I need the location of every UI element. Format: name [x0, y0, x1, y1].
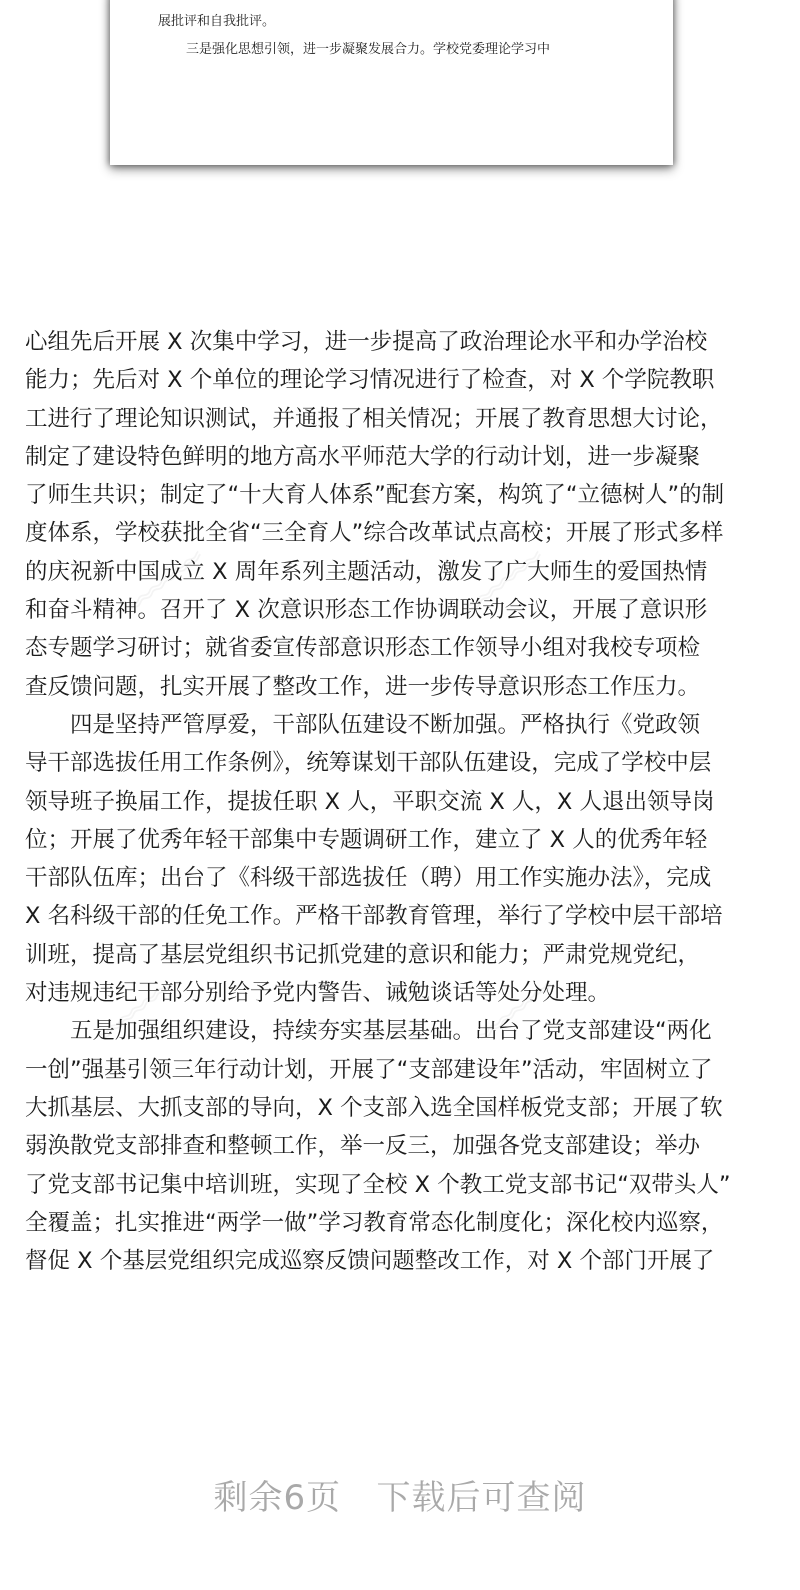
body-line: 的庆祝新中国成立 X 周年系列主题活动，激发了广大师生的爱国热情 [25, 558, 708, 585]
body-line: 心组先后开展 X 次集中学习，进一步提高了政治理论水平和办学治校 [25, 329, 708, 355]
body-line: 四是坚持严管厚爱，干部队伍建设不断加强。严格执行《党政领 [25, 711, 701, 738]
body-line: 查反馈问题，扎实开展了整改工作，进一步传导意识形态工作压力。 [25, 673, 701, 700]
preview-line: 三是强化思想引领，进一步凝聚发展合力。学校党委理论学习中 [186, 42, 551, 57]
body-line: 导干部选拔任用工作条例》，统筹谋划干部队伍建设，完成了学校中层 [25, 750, 712, 777]
body-line: 全覆盖；扎实推进“两学一做”学习教育常态化制度化；深化校内巡察， [25, 1209, 724, 1236]
body-line: 弱涣散党支部排查和整顿工作，举一反三，加强各党支部建设；举办 [25, 1133, 701, 1160]
body-line: X 名科级干部的任免工作。严格干部教育管理，举行了学校中层干部培 [25, 903, 723, 930]
body-line: 能力；先后对 X 个单位的理论学习情况进行了检查，对 X 个学院教职 [25, 367, 715, 394]
body-line: 领导班子换届工作，提拔任职 X 人，平职交流 X 人，X 人退出领导岗 [25, 788, 715, 815]
body-line: 了师生共识；制定了“十大育人体系”配套方案，构筑了“立德树人”的制 [25, 482, 725, 509]
body-line: 对违规违纪干部分别给予党内警告、诫勉谈话等处分处理。 [25, 980, 611, 1007]
body-line: 和奋斗精神。召开了 X 次意识形态工作协调联动会议，开展了意识形 [25, 597, 708, 624]
body-line: 制定了建设特色鲜明的地方高水平师范大学的行动计划，进一步凝聚 [25, 443, 701, 470]
remaining-pages-notice[interactable]: 剩余6页 下载后可查阅 [213, 1478, 587, 1518]
body-line: 一创”强基引领三年行动计划，开展了“支部建设年”活动，牢固树立了 [25, 1056, 713, 1083]
preview-line: 展批评和自我批评。 [158, 14, 276, 29]
body-line: 工进行了理论知识测试，并通报了相关情况；开展了教育思想大讨论， [25, 405, 723, 432]
document-body [25, 323, 775, 1280]
watermark: ﹌﹌ [96, 978, 198, 1073]
previous-page-preview [110, 0, 673, 165]
body-line: 训班，提高了基层党组织书记抓党建的意识和能力；严肃党规党纪， [25, 941, 701, 968]
body-line: 大抓基层、大抓支部的导向，X 个支部入选全国样板党支部；开展了软 [25, 1094, 723, 1121]
body-line: 位；开展了优秀年轻干部集中专题调研工作，建立了 X 人的优秀年轻 [25, 826, 708, 853]
watermark: ﹌﹌ [476, 978, 578, 1073]
watermark: ﹌﹌ [466, 548, 568, 643]
body-line: 督促 X 个基层党组织完成巡察反馈问题整改工作，对 X 个部门开展了 [25, 1248, 715, 1275]
body-line: 态专题学习研讨；就省委宣传部意识形态工作领导小组对我校专项检 [25, 635, 701, 662]
watermark: ﹌﹌ [126, 548, 228, 643]
body-line: 度体系，学校获批全省“三全育人”综合改革试点高校；开展了形式多样 [25, 520, 724, 547]
body-line: 干部队伍库；出台了《科级干部选拔任（聘）用工作实施办法》，完成 [25, 865, 712, 892]
body-line: 五是加强组织建设，持续夯实基层基础。出台了党支部建设“两化 [25, 1018, 712, 1045]
body-line: 了党支部书记集中培训班，实现了全校 X 个教工党支部书记“双带头人” [25, 1171, 731, 1198]
